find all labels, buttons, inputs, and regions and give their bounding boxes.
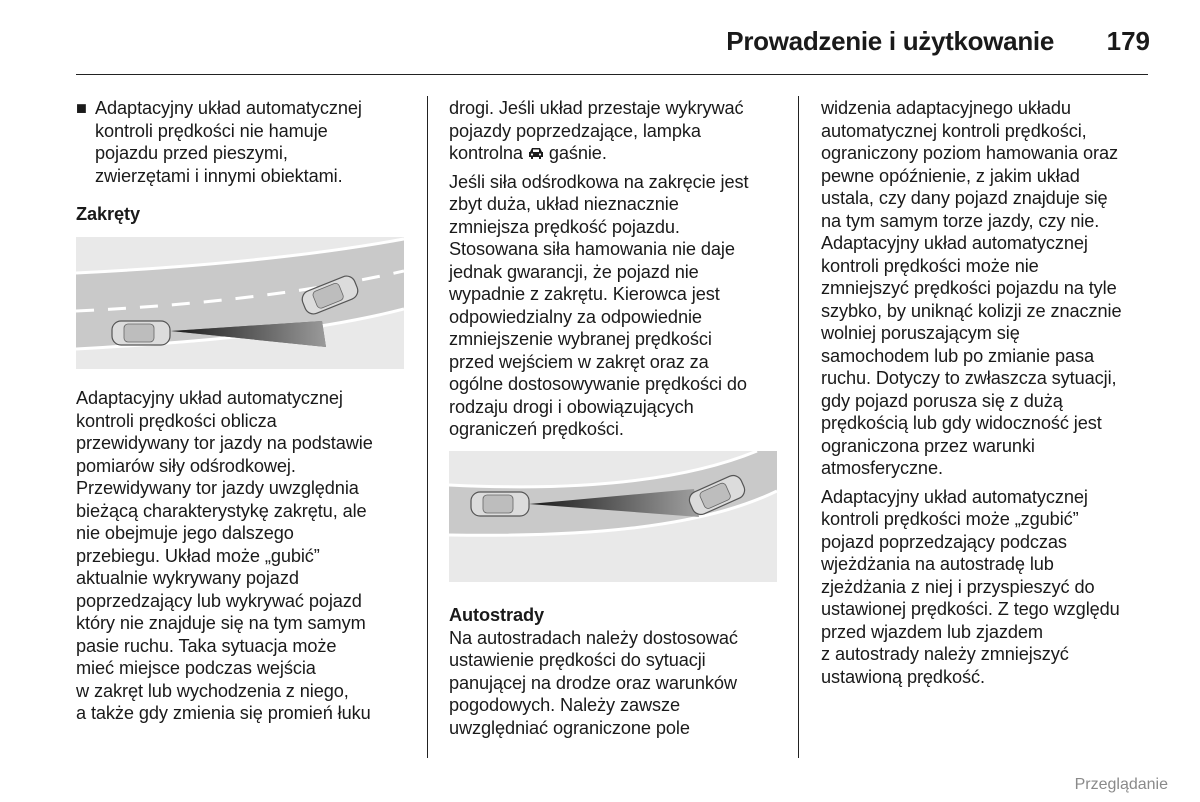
text-line: ustawionej prędkości. Z tego względu (821, 599, 1120, 619)
text-line: ograniczony poziom hamowania oraz (821, 143, 1118, 163)
text-line: kontroli prędkości może nie (821, 255, 1039, 276)
text-line: pojazdy poprzedzające, lampka (449, 120, 701, 141)
text-line: pewne opóźnienie, z jakim układ (821, 165, 1080, 186)
bullet-line: zwierzętami i innymi obiektami. (95, 165, 343, 186)
text-line: przed wejściem w zakręt oraz za (449, 351, 709, 372)
browse-link[interactable]: Przeglądanie (1074, 776, 1168, 793)
text-line: automatycznej kontroli prędkości, (821, 120, 1087, 141)
text-fragment: gaśnie. (548, 143, 607, 163)
text-line: pomiarów siły odśrodkowej. (76, 455, 296, 476)
paragraph (449, 171, 789, 441)
column-divider-1 (427, 96, 428, 758)
column-3 (821, 97, 1161, 694)
column-divider-2 (798, 96, 799, 758)
text-line: nie obejmuje jego dalszego (76, 523, 294, 543)
text-line: który nie znajduje się na tym samym (76, 613, 366, 633)
ego-car-icon (112, 321, 170, 345)
text-line: pojazd poprzedzający podczas (821, 531, 1067, 552)
text-line: bieżącą charakterystykę zakrętu, ale (76, 500, 367, 521)
bullet-line: Adaptacyjny układ automatycznej (95, 98, 362, 118)
bullet-line: pojazdu przed pieszymi, (95, 143, 288, 163)
paragraph (821, 97, 1161, 480)
text-line: zbyt duża, układ nieznacznie (449, 194, 679, 214)
text-line: ustawioną prędkość. (821, 666, 985, 687)
text-line: Jeśli siła odśrodkowa na zakręcie jest (449, 171, 749, 192)
text-line (449, 142, 789, 165)
header-divider (76, 74, 1148, 75)
section-heading-highways: Autostrady (449, 605, 544, 625)
text-line: pasie ruchu. Taka sytuacja może (76, 635, 337, 656)
text-line: przewidywany tor jazdy na podstawie (76, 433, 373, 453)
bullet-marker: ■ (76, 98, 87, 118)
text-line: ogólne dostosowywanie prędkości do (449, 374, 747, 394)
text-line: ustala, czy dany pojazd znajduje się (821, 188, 1108, 208)
text-line: widzenia adaptacyjnego układu (821, 98, 1071, 118)
text-line: wolniej poruszającym się (821, 323, 1020, 343)
text-fragment: kontrolna (449, 143, 523, 163)
text-line: ograniczona przez warunki (821, 435, 1035, 456)
text-line: panującej na drodze oraz warunków (449, 672, 737, 693)
page-title: Prowadzenie i użytkowanie (726, 26, 1054, 56)
text-line: pogodowych. Należy zawsze (449, 695, 681, 715)
vehicle-ahead-icon (528, 146, 544, 160)
text-line: szybko, by uniknąć kolizji ze znacznie (821, 300, 1122, 321)
text-line: drogi. Jeśli układ przestaje wykrywać (449, 98, 744, 118)
text-line: Adaptacyjny układ automatycznej (821, 233, 1088, 253)
text-line: uwzględniać ograniczone pole (449, 717, 690, 738)
text-line: Na autostradach należy dostosować (449, 627, 738, 648)
section-heading-curves: Zakręty (76, 204, 141, 224)
text-line: wjeżdżania na autostradę lub (821, 554, 1054, 574)
text-line: ruchu. Dotyczy to zwłaszcza sytuacji, (821, 368, 1117, 388)
column-1 (76, 97, 416, 226)
ego-car-icon (471, 492, 529, 516)
text-line: poprzedzający lub wykrywać pojazd (76, 590, 362, 611)
page-number: 179 (1106, 26, 1150, 56)
text-line: ograniczeń prędkości. (449, 419, 624, 439)
text-line: mieć miejsce podczas wejścia (76, 658, 316, 678)
text-line: kontroli prędkości oblicza (76, 410, 277, 431)
text-line: przebiegu. Układ może „gubić” (76, 545, 320, 566)
text-line: rodzaju drogi i obowiązujących (449, 396, 694, 417)
text-line: zjeżdżania z niej i przyspieszyć do (821, 576, 1095, 597)
text-line: gdy pojazd porusza się z dużą (821, 390, 1063, 411)
text-line: Adaptacyjny układ automatycznej (76, 388, 343, 408)
curve-illustration (76, 237, 404, 369)
bullet-line: kontroli prędkości nie hamuje (95, 120, 328, 141)
column-1-body (76, 387, 421, 725)
text-line: atmosferyczne. (821, 458, 943, 478)
paragraph (821, 486, 1161, 689)
text-line: zmniejszyć prędkości pojazdu na tyle (821, 278, 1117, 298)
text-line: aktualnie wykrywany pojazd (76, 568, 299, 588)
text-line: przed wjazdem lub zjazdem (821, 621, 1043, 642)
column-2-lower (449, 604, 789, 739)
text-line: ustawienie prędkości do sytuacji (449, 650, 706, 670)
text-line: Adaptacyjny układ automatycznej (821, 486, 1088, 507)
highway-illustration-svg (449, 451, 777, 582)
text-line: odpowiedzialny za odpowiednie (449, 306, 702, 327)
text-line: zmniejszenie wybranej prędkości (449, 329, 712, 349)
text-line: Stosowana siła hamowania nie daje (449, 239, 735, 259)
text-line: Przewidywany tor jazdy uwzględnia (76, 478, 359, 498)
text-line: kontroli prędkości może „zgubić” (821, 509, 1079, 529)
text-line: zmniejsza prędkość pojazdu. (449, 216, 680, 237)
text-line: a także gdy zmienia się promień łuku (76, 703, 371, 723)
text-line: samochodem lub po zmianie pasa (821, 345, 1095, 366)
text-line: wypadnie z zakrętu. Kierowca jest (449, 284, 720, 304)
text-line: prędkością lub gdy widoczność jest (821, 413, 1102, 433)
paragraph (449, 97, 789, 165)
text-line: na tym samym torze jazdy, czy nie. (821, 210, 1100, 231)
column-2 (449, 97, 789, 447)
bullet-item (76, 97, 416, 187)
text-line: jednak gwarancji, że pojazd nie (449, 261, 699, 282)
text-line: w zakręt lub wychodzenia z niego, (76, 680, 349, 701)
highway-illustration (449, 451, 777, 582)
curve-illustration-svg (76, 237, 404, 369)
text-line: z autostrady należy zmniejszyć (821, 644, 1069, 664)
